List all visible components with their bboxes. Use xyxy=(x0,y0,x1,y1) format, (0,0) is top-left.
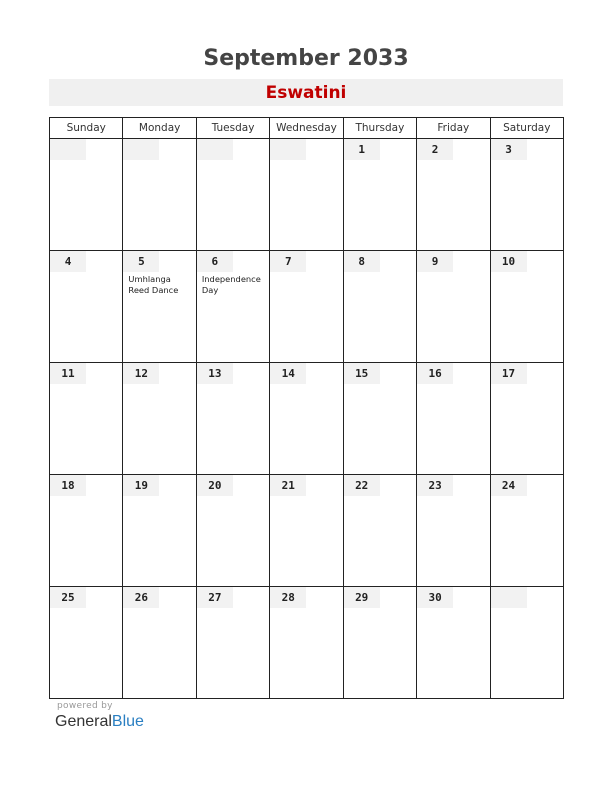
calendar-day-cell xyxy=(343,475,416,587)
weekday-monday: Monday xyxy=(123,118,196,139)
calendar-day-cell xyxy=(343,363,416,475)
holiday-label: Umhlanga Reed Dance xyxy=(128,274,179,295)
calendar-day-cell xyxy=(343,139,416,251)
day-number xyxy=(123,139,159,160)
day-number: 8 xyxy=(344,251,380,272)
calendar-day-cell xyxy=(490,251,563,363)
calendar-day-cell xyxy=(50,363,123,475)
calendar-day-cell xyxy=(50,251,123,363)
day-number: 6 xyxy=(197,251,233,272)
day-number: 2 xyxy=(417,139,453,160)
calendar-day-cell xyxy=(50,587,123,699)
calendar-day-cell xyxy=(417,363,490,475)
day-number: 24 xyxy=(491,475,527,496)
calendar-day-cell xyxy=(123,475,196,587)
weekday-thursday: Thursday xyxy=(343,118,416,139)
calendar-day-cell xyxy=(123,587,196,699)
day-number xyxy=(197,139,233,160)
day-number xyxy=(270,139,306,160)
brand-blue: Blue xyxy=(111,713,144,730)
calendar-day-cell xyxy=(417,587,490,699)
day-number: 11 xyxy=(50,363,86,384)
weekday-tuesday: Tuesday xyxy=(196,118,269,139)
day-number: 14 xyxy=(270,363,306,384)
day-number: 1 xyxy=(344,139,380,160)
day-number: 3 xyxy=(491,139,527,160)
day-number: 13 xyxy=(197,363,233,384)
calendar-week-row xyxy=(50,363,564,475)
day-number xyxy=(491,587,527,608)
calendar-day-cell xyxy=(196,475,269,587)
weekday-saturday: Saturday xyxy=(490,118,563,139)
day-number: 21 xyxy=(270,475,306,496)
calendar-day-cell xyxy=(343,587,416,699)
day-number: 7 xyxy=(270,251,306,272)
day-number: 25 xyxy=(50,587,86,608)
day-number: 10 xyxy=(491,251,527,272)
day-number: 15 xyxy=(344,363,380,384)
holiday-label: Independence Day xyxy=(201,274,261,295)
day-number: 26 xyxy=(123,587,159,608)
day-number: 17 xyxy=(491,363,527,384)
calendar-grid xyxy=(49,117,564,699)
day-number: 5 xyxy=(123,251,159,272)
calendar-day-cell xyxy=(270,587,343,699)
day-number: 29 xyxy=(344,587,380,608)
day-number: 16 xyxy=(417,363,453,384)
calendar-day-cell xyxy=(196,587,269,699)
calendar-day-cell xyxy=(417,251,490,363)
weekday-sunday: Sunday xyxy=(50,118,123,139)
calendar-day-cell xyxy=(417,475,490,587)
calendar-week-row xyxy=(50,251,564,363)
day-number: 23 xyxy=(417,475,453,496)
calendar-day-cell xyxy=(490,139,563,251)
weekday-header-row xyxy=(50,118,564,139)
calendar-day-cell xyxy=(490,363,563,475)
day-number: 27 xyxy=(197,587,233,608)
day-number xyxy=(50,139,86,160)
calendar-week-row xyxy=(50,587,564,699)
calendar-day-cell xyxy=(123,363,196,475)
calendar-day-cell xyxy=(270,475,343,587)
calendar-day-cell xyxy=(343,251,416,363)
powered-by-label: powered by xyxy=(57,701,113,711)
calendar-week-row xyxy=(50,139,564,251)
calendar-day-cell xyxy=(490,475,563,587)
calendar-day-cell xyxy=(196,363,269,475)
day-number: 20 xyxy=(197,475,233,496)
day-number: 4 xyxy=(50,251,86,272)
day-number: 9 xyxy=(417,251,453,272)
calendar-day-cell xyxy=(270,251,343,363)
calendar-day-cell xyxy=(270,139,343,251)
brand-logo xyxy=(55,713,144,731)
day-number: 28 xyxy=(270,587,306,608)
country-banner: Eswatini xyxy=(49,79,563,106)
day-number: 30 xyxy=(417,587,453,608)
brand-general: General xyxy=(55,713,112,730)
day-number: 22 xyxy=(344,475,380,496)
calendar-day-cell xyxy=(490,587,563,699)
calendar-day-cell xyxy=(50,139,123,251)
calendar-body xyxy=(50,139,564,699)
calendar-day-cell xyxy=(196,251,269,363)
calendar-day-cell xyxy=(196,139,269,251)
calendar-day-cell xyxy=(417,139,490,251)
calendar-day-cell xyxy=(270,363,343,475)
weekday-friday: Friday xyxy=(417,118,490,139)
calendar-day-cell xyxy=(123,139,196,251)
weekday-wednesday: Wednesday xyxy=(270,118,343,139)
day-number: 18 xyxy=(50,475,86,496)
day-number: 12 xyxy=(123,363,159,384)
calendar-week-row xyxy=(50,475,564,587)
calendar-day-cell xyxy=(123,251,196,363)
calendar-day-cell xyxy=(50,475,123,587)
day-number: 19 xyxy=(123,475,159,496)
page-title: September 2033 xyxy=(203,46,409,71)
